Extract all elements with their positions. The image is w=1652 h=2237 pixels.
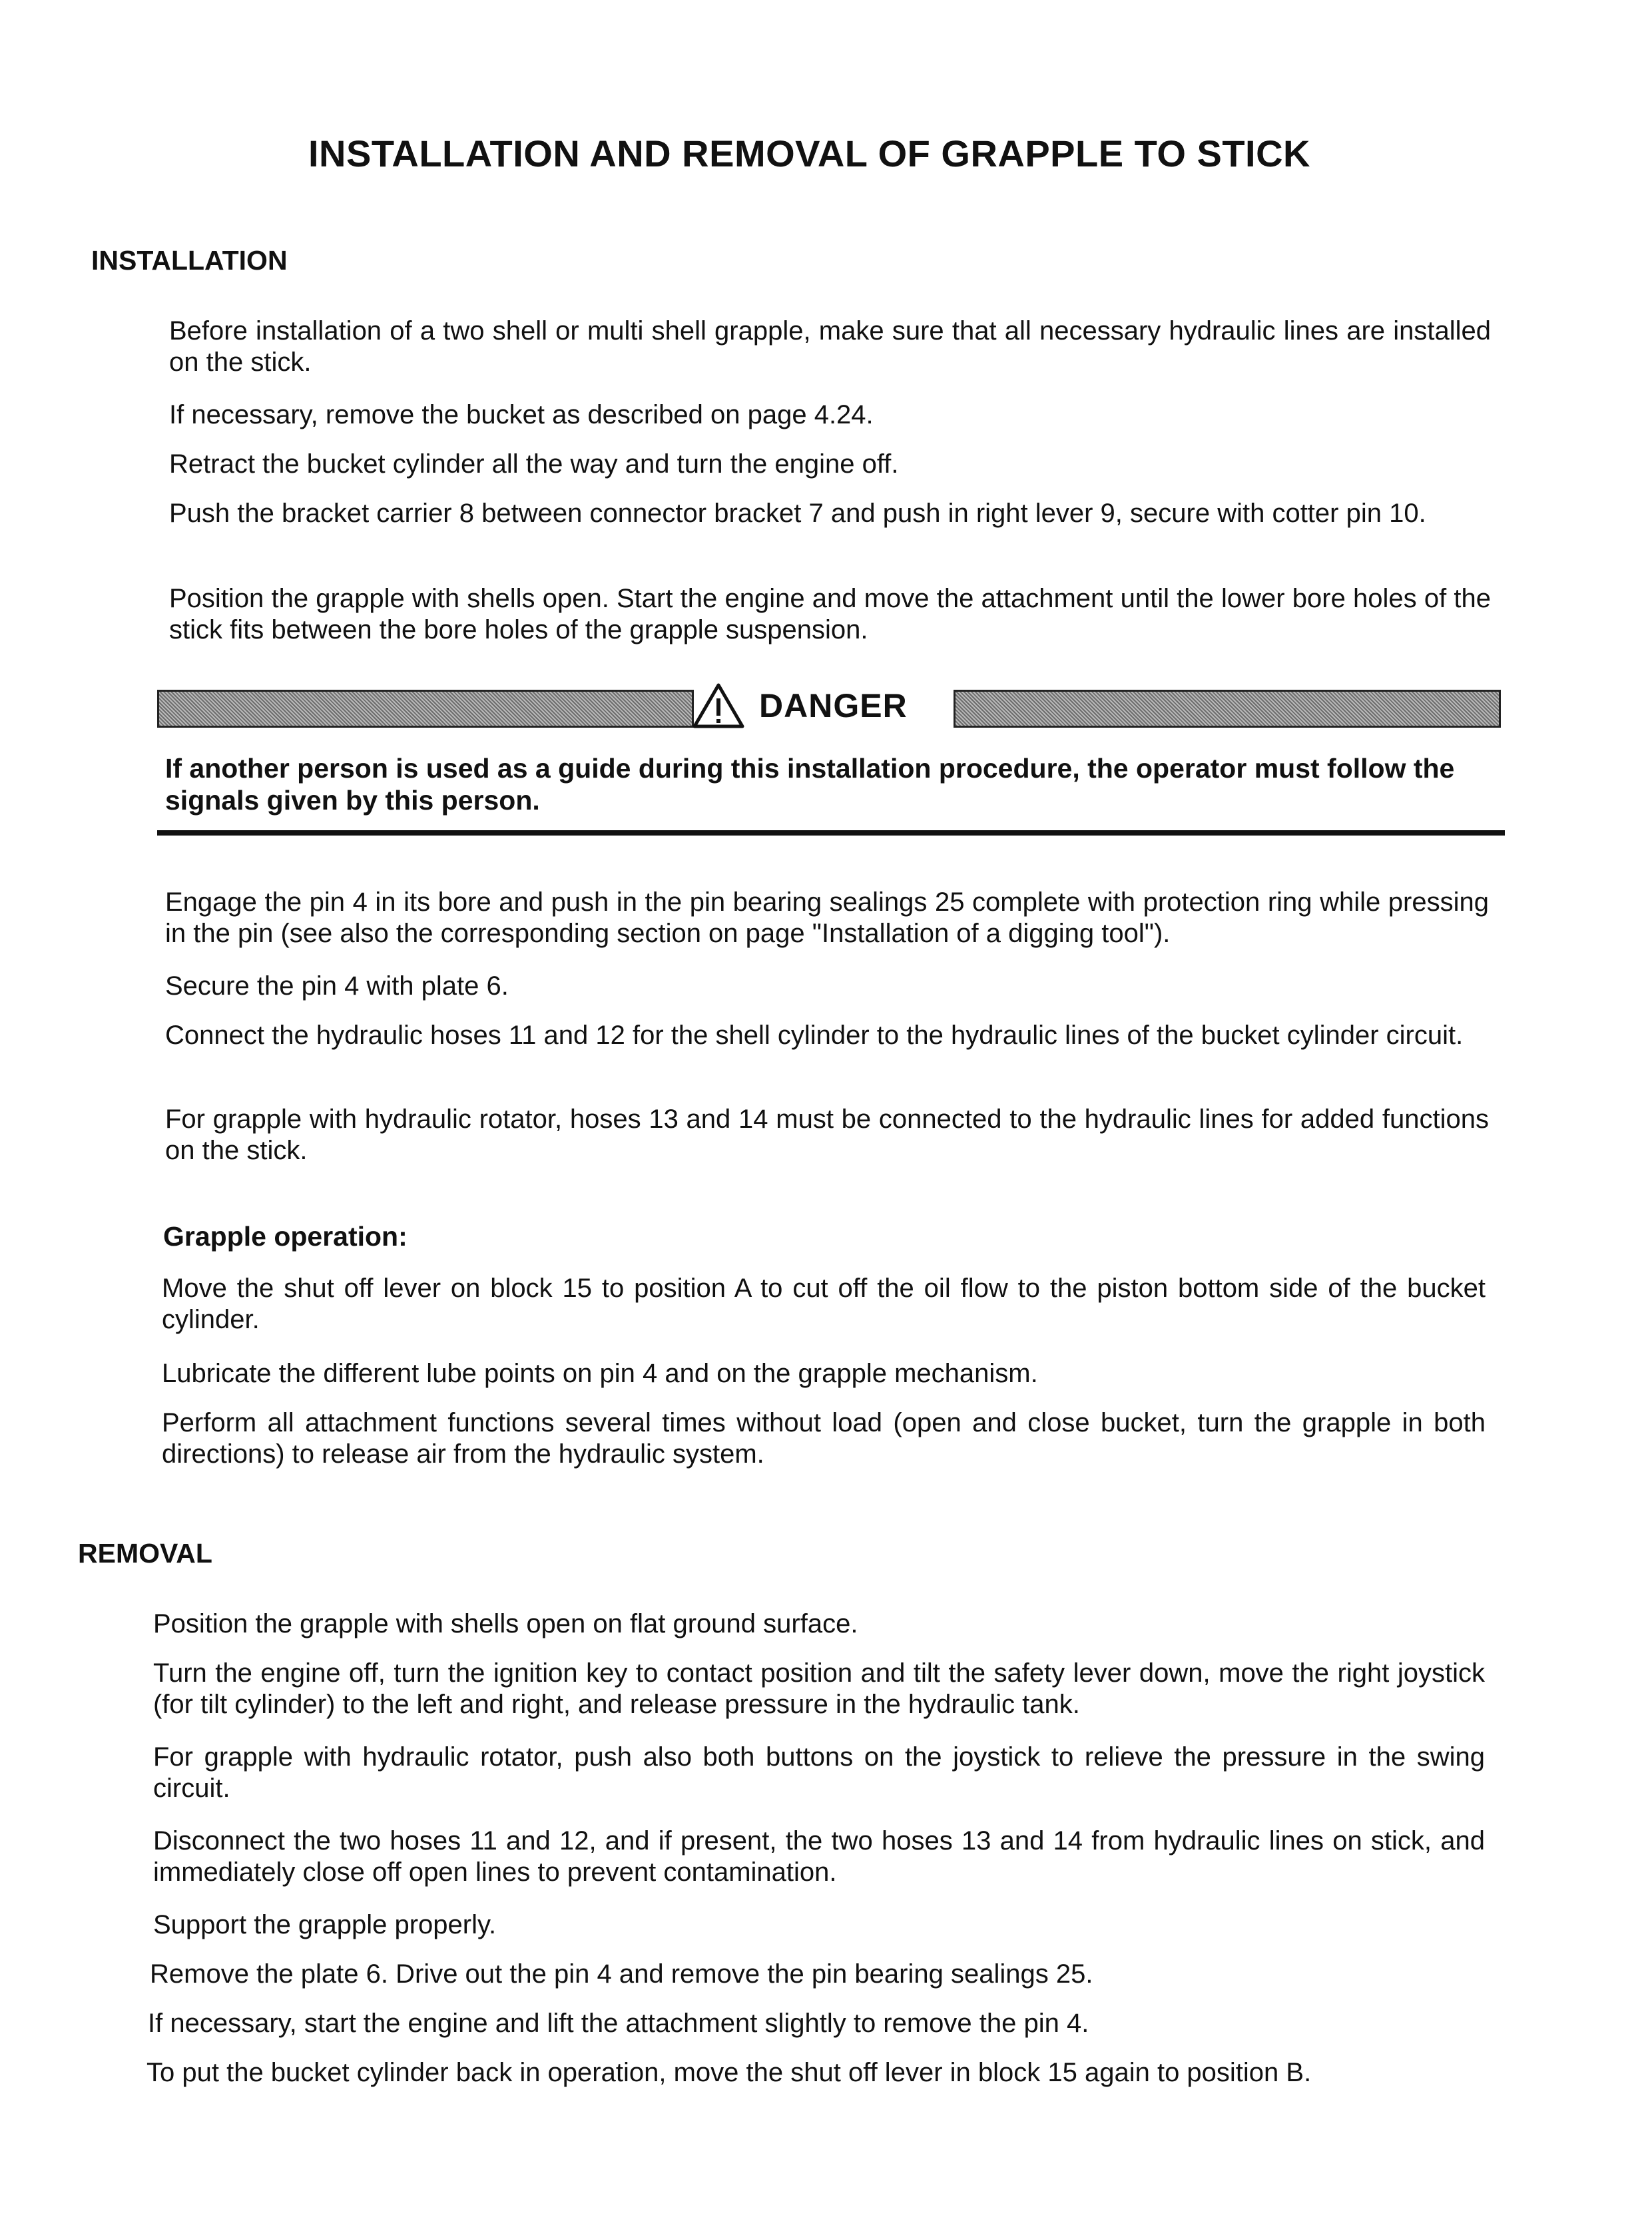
grapple-operation-paragraph: Move the shut off lever on block 15 to position A to cut off the oil flow to the piston bottom side of the bucket cylinder. <box>162 1274 1486 1334</box>
danger-label <box>692 679 908 732</box>
removal-paragraph: Position the grapple with shells open on flat ground surface. <box>153 1609 858 1638</box>
removal-paragraph: Turn the engine off, turn the ignition key to contact position and tilt the safety lever down, move the right joystick (for tilt cylinder) to the left and right, and release pressure in the hydraulic tank. <box>153 1658 1485 1719</box>
installation-paragraph: Push the bracket carrier 8 between connector bracket 7 and push in right lever 9, secure with cotter pin 10. <box>169 499 1426 528</box>
removal-paragraph: For grapple with hydraulic rotator, push also both buttons on the joystick to relieve the pressure in the swing circuit. <box>153 1742 1485 1803</box>
installation-paragraph: Engage the pin 4 in its bore and push in the pin bearing sealings 25 complete with protection ring while pressing in the pin (see also the corresponding section on page "Installation of a digging tool"). <box>165 887 1489 948</box>
removal-paragraph: If necessary, start the engine and lift the attachment slightly to remove the pin 4. <box>148 2009 1089 2038</box>
installation-paragraph: Position the grapple with shells open. Start the engine and move the attachment until the lower bore holes of the stick fits between the bore holes of the grapple suspension. <box>169 584 1491 644</box>
page-title: INSTALLATION AND REMOVAL OF GRAPPLE TO STICK <box>308 132 1310 174</box>
installation-heading: INSTALLATION <box>91 245 288 276</box>
warning-triangle-icon <box>692 682 744 729</box>
danger-stripe-right <box>954 690 1501 728</box>
removal-paragraph: Support the grapple properly. <box>153 1910 497 1939</box>
grapple-operation-heading: Grapple operation: <box>163 1221 408 1252</box>
danger-message: If another person is used as a guide during this installation procedure, the operator must follow the signals given by this person. <box>165 753 1455 816</box>
removal-paragraph: Remove the plate 6. Drive out the pin 4 and remove the pin bearing sealings 25. <box>150 1959 1093 1989</box>
grapple-operation-paragraph: Perform all attachment functions several times without load (open and close bucket, turn the grapple in both directions) to release air from the hydraulic system. <box>162 1408 1486 1469</box>
danger-text: DANGER <box>759 687 908 724</box>
grapple-operation-paragraph: Lubricate the different lube points on pin 4 and on the grapple mechanism. <box>162 1359 1038 1388</box>
installation-paragraph: Secure the pin 4 with plate 6. <box>165 971 509 1001</box>
installation-paragraph: For grapple with hydraulic rotator, hoses 13 and 14 must be connected to the hydraulic lines for added functions on the stick. <box>165 1105 1489 1165</box>
installation-paragraph: Retract the bucket cylinder all the way and turn the engine off. <box>169 449 899 479</box>
installation-paragraph: Before installation of a two shell or multi shell grapple, make sure that all necessary hydraulic lines are installed on the stick. <box>169 316 1491 377</box>
removal-paragraph: Disconnect the two hoses 11 and 12, and if present, the two hoses 13 and 14 from hydraulic lines on stick, and immediately close off open lines to prevent contamination. <box>153 1826 1485 1887</box>
removal-paragraph: To put the bucket cylinder back in operation, move the shut off lever in block 15 again to position B. <box>146 2058 1312 2087</box>
removal-heading: REMOVAL <box>78 1538 212 1569</box>
installation-paragraph: Connect the hydraulic hoses 11 and 12 for the shell cylinder to the hydraulic lines of the bucket cylinder circuit. <box>165 1021 1464 1050</box>
danger-divider <box>157 830 1505 836</box>
danger-stripe-left <box>157 690 694 728</box>
installation-paragraph: If necessary, remove the bucket as described on page 4.24. <box>169 400 874 429</box>
